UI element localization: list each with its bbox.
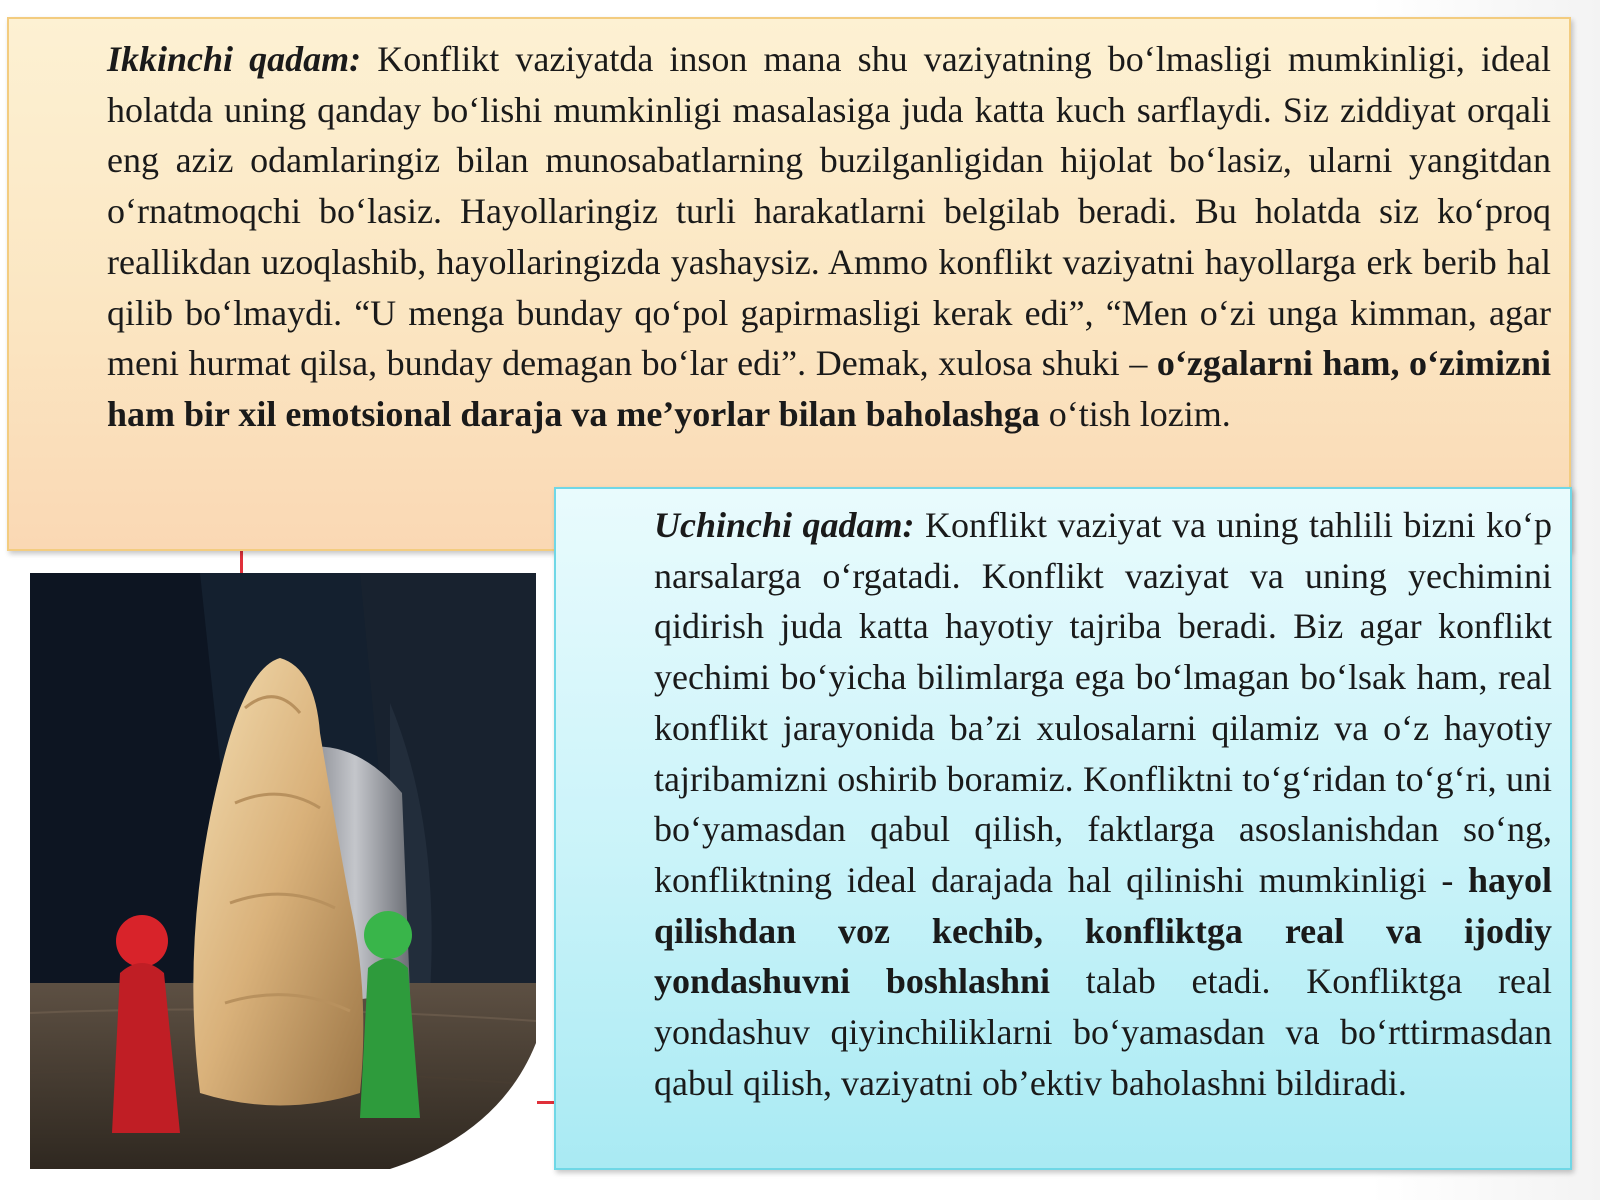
connector-mark-bottom	[537, 1101, 555, 1104]
step-two-heading: Ikkinchi qadam:	[107, 39, 362, 79]
step-two-textbox	[7, 17, 1571, 551]
step-three-text-end: talab etadi. Konfliktga real yondashuv qiyinchiliklarni bo‘yamasdan va bo‘rttirmasdan qabul qilish, vaziyatni ob’ektiv baholashni bildiradi.	[654, 961, 1552, 1103]
connector-mark-top	[240, 551, 243, 575]
step-two-bold-text: o‘zgalarni ham, o‘zimizni ham bir xil emotsional daraja va me’yorlar bilan baholashga	[107, 343, 1551, 434]
step-three-text: Konflikt vaziyat va uning tahlili bizni ko‘p narsalarga o‘rgatadi. Konflikt vaziyat va uning yechimini qidirish juda katta hayotiy tajriba beradi. Biz agar konflikt yechimi bo‘yicha bilimlarga ega bo‘lmagan bo‘lsak ham, real konflikt jarayonida ba’zi xulosalarni qilamiz va o‘z hayotiy tajribamizni oshirib boramiz. Konfliktni to‘g‘ridan to‘g‘ri, uni bo‘yamasdan qabul qilish, faktlarga asoslanishdan so‘ng, konfliktning ideal darajada hal qilinishi mumkinligi -	[654, 505, 1552, 900]
step-three-textbox	[554, 487, 1572, 1170]
step-two-text-end: o‘tish lozim.	[1039, 393, 1231, 434]
conflict-photo	[30, 573, 536, 1169]
step-two-paragraph	[25, 34, 1551, 440]
step-three-paragraph	[572, 500, 1552, 1108]
step-three-heading: Uchinchi qadam:	[654, 505, 915, 545]
step-three-bold-text: hayol qilishdan voz kechib, konfliktga real va ijodiy yondashuvni boshlashni	[654, 859, 1552, 1002]
step-two-text: Konflikt vaziyatda inson mana shu vaziyatning bo‘lmasligi mumkinligi, ideal holatda uning qanday bo‘lishi mumkinligi masalasiga juda katta kuch sarflaydi. Siz ziddiyat orqali eng aziz odamlaringiz bilan munosabatlarning buzilganligidan hijolat bo‘lasiz, ularni yangitdan o‘rnatmoqchi bo‘lasiz. Hayollaringiz turli harakatlarni belgilab beradi. Bu holatda siz ko‘proq reallikdan uzoqlashib, hayollaringizda yashaysiz. Ammo konflikt vaziyatni hayollarga erk berib hal qilib bo‘lmaydi. “U menga bunday qo‘pol gapirmasligi kerak edi”, “Men o‘zi unga kimman, agar meni hurmat qilsa, bunday demagan bo‘lar edi”. Demak, xulosa shuki –	[107, 39, 1552, 384]
